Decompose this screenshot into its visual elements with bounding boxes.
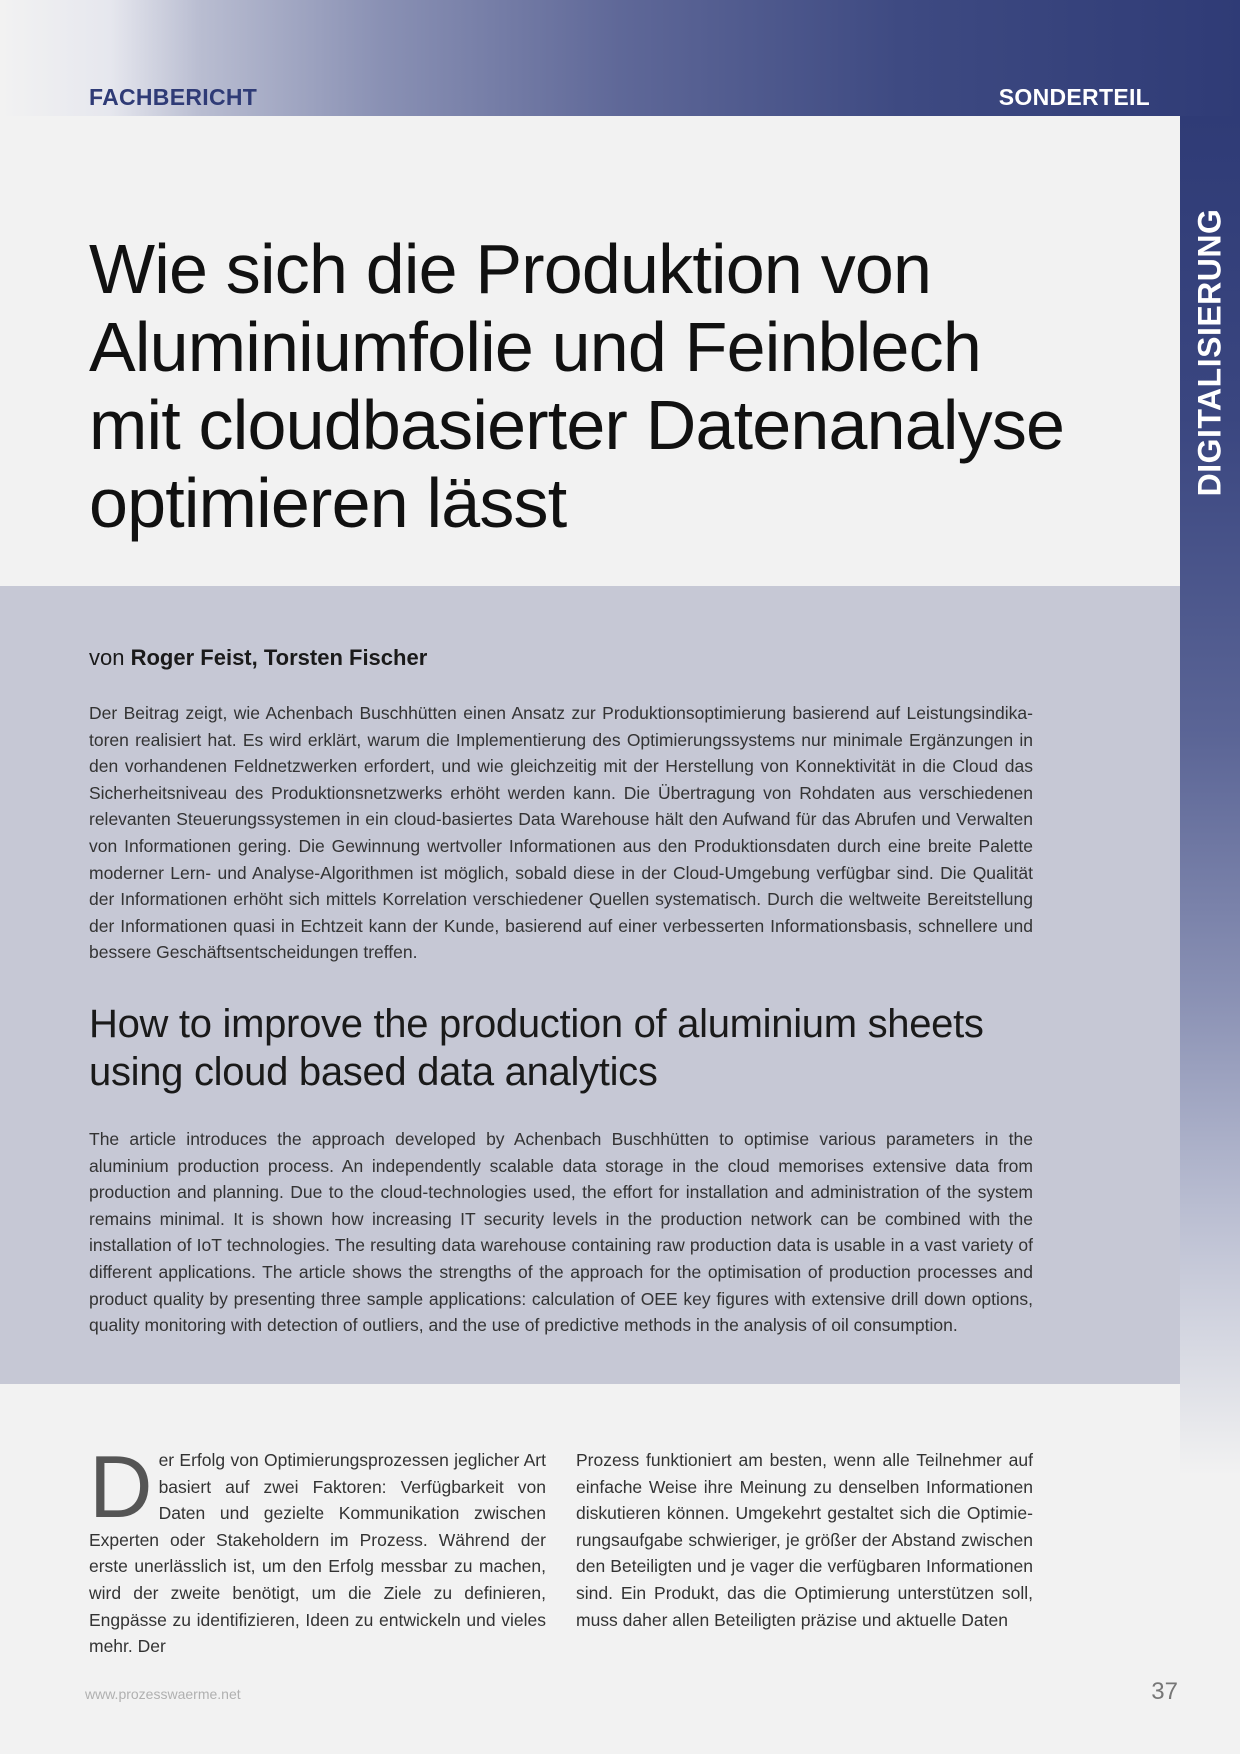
body-column-right: Prozess funktioniert am besten, wenn alle Teilnehmer auf einfache Weise ihre Meinung zu denselben Informationen diskutieren können. Umgekehrt gestaltet sich die Optimierungsaufgabe schwieriger, je größer der Abstand zwischen den Beteiligten und je vager die verfügbaren Informationen sind. Ein Produkt, das die Optimierung unterstützen soll, muss daher allen Beteiligten präzise und aktuelle Daten	[576, 1450, 1033, 1630]
section-label-left: FACHBERICHT	[89, 84, 258, 110]
byline-authors: Roger Feist, Torsten Fischer	[130, 645, 428, 670]
abstract-english: The article introduces the approach developed by Achenbach Buschhütten to optimise various parameters in the aluminium production process. An independently scalable data storage in the cloud memorises extensive data from production and planning. Due to the cloud-technologies used, the effort for installation and administration of the system remains minimal. It is shown how increasing IT security levels in the production network can be combined with the installation of IoT technologies. The resulting data warehouse containing raw production data is usable in a vast variety of different applications. The article shows the strengths of the approach for the optimisation of production processes and product quality by presenting three sample applications: calculation of OEE key figures with extensive drill down options, quality monitoring with detection of outliers, and the use of predictive methods in the analysis of oil consumption.	[89, 1129, 1033, 1336]
footer-url: www.prozesswaerme.net	[85, 1686, 241, 1702]
page-number: 37	[1151, 1678, 1178, 1705]
english-title: How to improve the production of aluminium sheets using cloud based data analytics	[89, 1002, 984, 1094]
side-tag	[1186, 205, 1234, 500]
byline	[89, 645, 427, 671]
article-title: Wie sich die Produktion von Aluminiumfolie und Feinblech mit cloudbasierter Datenanalyse optimieren lässt	[89, 230, 1065, 542]
byline-prefix: von	[89, 645, 125, 670]
drop-cap: D	[89, 1437, 153, 1536]
section-label-right: SONDERTEIL	[998, 84, 1150, 110]
side-tag-label: DIGITALISIERUNG	[1191, 208, 1228, 497]
body-text-left: er Erfolg von Optimierungsprozessen jeglicher Art basiert auf zwei Faktoren: Verfügbarkeit von Daten und gezielte Kommunikation zwischen Experten oder Stakeholdern im Prozess. Während der erste unerlässlich ist, um den Erfolg messbar zu machen, wird der zweite benötigt, um die Ziele zu definieren, Engpässe zu identifizieren, Ideen zu entwickeln und vieles mehr. Der	[89, 1450, 546, 1657]
body-column-left	[89, 1437, 546, 1660]
abstract-german: Der Beitrag zeigt, wie Achenbach Buschhütten einen Ansatz zur Produktionsoptimierung basierend auf Leistungsindikatoren realisiert hat. Es wird erklärt, warum die Implementierung des Optimierungssystems nur minimale Ergänzungen in den vorhandenen Feldnetzwerken erfordert, und wie gleichzeitig mit der Herstellung von Konnektivität in die Cloud das Sicherheitsniveau des Produktionsnetzwerks erhöht werden kann. Die Übertragung von Rohdaten aus verschiedenen relevanten Steuerungssystemen in ein cloud-basiertes Data Warehouse hält den Aufwand für das Abrufen und Verwalten von Informationen gering. Die Gewinnung wertvoller Informationen aus den Produktionsdaten durch eine breite Palette moderner Lern- und Analyse-Algorithmen ist möglich, sobald diese in der Cloud-Umgebung verfügbar sind. Die Qualität der Informationen erhöht sich mittels Korrelation verschiedener Quellen systematisch. Durch die weltweite Bereitstellung der Informationen quasi in Echtzeit kann der Kunde, basierend auf einer verbesserten Informationsbasis, schnellere und bessere Geschäftsentscheidungen treffen.	[89, 703, 1033, 963]
